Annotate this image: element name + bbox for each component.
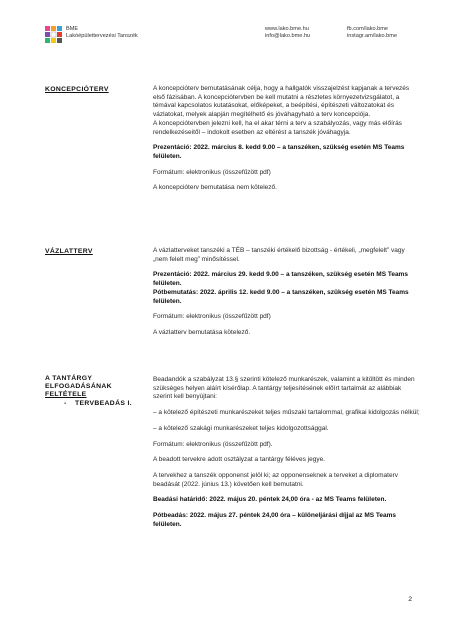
heading-line: A TANTÁRGY [45,375,93,382]
contact-block-1 [265,26,310,41]
facebook-link[interactable]: fb.com/lako.bme [347,26,389,32]
heading-line: FELTÉTELE [45,391,87,398]
paragraph: A koncepciótervben jelezni kell, ha el akar térni a terv a szabályozás, vagy más előírás rendelkezéseitől – indokolt esetben az eltérést a tanszék jóváhagyja. [153,119,402,136]
section-heading-vazlatterv: VÁZLATTERV [45,248,93,255]
format-text: Formátum: elektronikus (összefűzött pdf) [153,313,271,321]
website-link[interactable]: www.lako.bme.hu [265,26,309,32]
mandatory-note: A vázlatterv bemutatása kötelező. [153,328,251,336]
deadline: Beadási határidő: 2022. május 20. péntek 24,00 óra - az MS Teams felületen. [153,496,387,504]
mandatory-note: A koncepcióterv bemutatása nem kötelező. [153,184,277,192]
instagram-link[interactable]: instagr.am/lako.bme [347,33,398,40]
list-dash: - [64,400,67,407]
late-deadline: Pótbeadás: 2022. május 27. péntek 24,00 óra – különeljárási díjjal az MS Teams felületen. [153,512,397,528]
contact-block-2 [347,26,397,41]
org-line-2: Lakóépülettervezési Tanszék [66,33,138,40]
section-body-vazlatterv [153,247,421,345]
paragraph: A beadott tervekre adott osztályzat a tantárgy féléves jegye. [153,456,325,464]
email-link[interactable]: info@lako.bme.hu [265,33,311,40]
org-line-1: BME [66,26,79,32]
section-body-koncepcioterv [153,85,421,200]
page-number: 2 [408,596,412,603]
bme-logo-icon [45,26,63,43]
section-heading-koncepcioterv: KONCEPCIÓTERV [45,86,109,93]
paragraph: A tervekhez a tanszék opponenst jelöl ki; az opponenseknek a terveket a diplomaterv beadását (2022. június 13.) követően kell bemutatni. [153,471,398,488]
paragraph: Beadandók a szabályzat 13.§ szerinti kötelező munkarészek, valamint a kitöltött és minden szükséges helyen aláírt kísérőlap. A tantárgy teljesítésének előírt tartalmát az alábbiak szerint kell benyújtani: [153,376,415,401]
presentation-date: Prezentáció: 2022. március 29. kedd 9.00 – a tanszéken, szükség esetén MS Teams felületen. [153,271,408,288]
paragraph: A koncepcióterv bemutatásának célja, hogy a hallgatók visszajelzést kapjanak a tervezés első fázisában. A koncepciótervben be kell mutatni a részletes környezetvizsgálatot, a témával kapcsolatos kutatásokat, előképeket, a beépítési, építészeti változatokat és vázlatokat, melyek alapján megítélhető és jóváhagyható a terv koncepciója. [153,85,410,119]
format-text: Formátum: elektronikus (összefűzött pdf) [153,168,271,176]
section-body-tantargy [153,376,421,536]
organization-name [66,26,138,41]
paragraph: A vázlatterveket tanszéki a TÉB – tanszéki értékelő bizottság - értékeli, „megfelelt” vagy „nem felelt meg” minősítéssel. [153,247,405,263]
format-text: Formátum: elektronikus (összefűzött pdf). [153,440,273,448]
heading-line: ELFOGADÁSÁNAK [45,383,112,390]
makeup-date: Pótbemutatás: 2022. április 12. kedd 9.00 – a tanszéken, szükség esetén MS Teams felületen. [153,288,409,305]
sub-heading-tervbeadas: TERVBEADÁS I. [75,400,132,407]
paragraph: – a kötelező építészeti munkarészeket teljes műszaki tartalommal, grafikai kidolgozás nélkül; [153,409,420,417]
section-heading-tantargy [45,375,112,399]
paragraph: – a kötelező szakági munkarészeket teljes kidolgozottsággal. [153,424,329,432]
presentation-date: Prezentáció: 2022. március 8. kedd 9.00 – a tanszéken, szükség esetén MS Teams felületen. [153,144,405,160]
